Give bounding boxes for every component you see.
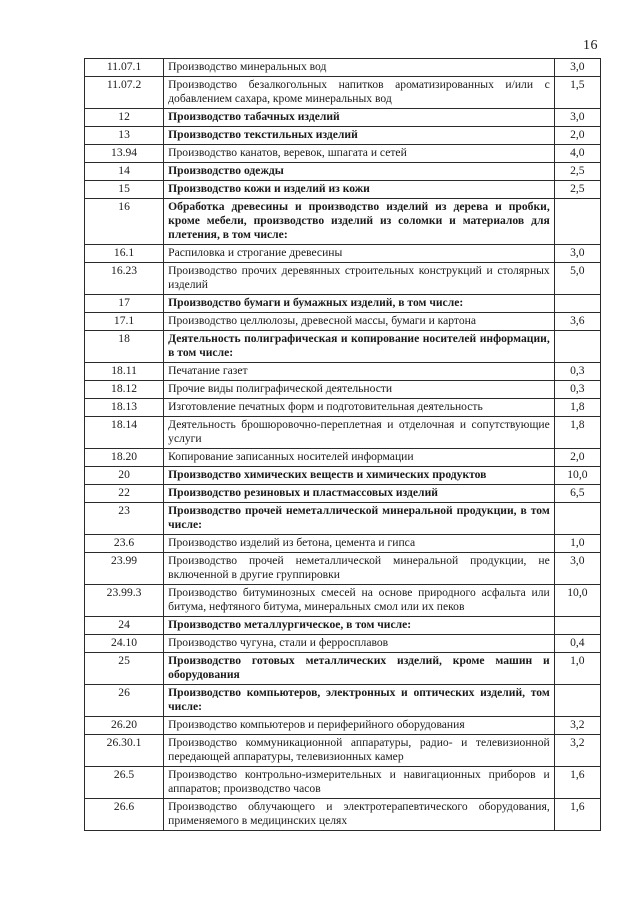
activity-code: 17 (85, 295, 164, 313)
activity-name: Производство безалкогольных напитков ароматизированных и/или с добавлением сахара, кроме минеральных вод (164, 77, 555, 109)
activity-code: 11.07.1 (85, 59, 164, 77)
rate-value: 1,6 (554, 799, 600, 831)
table-row (85, 799, 601, 831)
rate-value: 3,2 (554, 735, 600, 767)
activity-name: Производство канатов, веревок, шпагата и сетей (164, 145, 555, 163)
activity-name: Производство целлюлозы, древесной массы, бумаги и картона (164, 313, 555, 331)
rate-value: 10,0 (554, 585, 600, 617)
activity-name: Производство контрольно-измерительных и навигационных приборов и аппаратов; производство часов (164, 767, 555, 799)
activity-code: 18.14 (85, 417, 164, 449)
activity-name: Деятельность полиграфическая и копирование носителей информации, в том числе: (164, 331, 555, 363)
table-row (85, 767, 601, 799)
table-row (85, 553, 601, 585)
activity-code: 25 (85, 653, 164, 685)
table-row (85, 381, 601, 399)
activity-code: 16.23 (85, 263, 164, 295)
rate-value: 2,5 (554, 181, 600, 199)
activity-code: 20 (85, 467, 164, 485)
rate-value: 3,2 (554, 717, 600, 735)
table-row (85, 127, 601, 145)
rate-value: 2,0 (554, 449, 600, 467)
table-row (85, 717, 601, 735)
activity-code: 24 (85, 617, 164, 635)
activity-code: 23.99.3 (85, 585, 164, 617)
activity-name: Производство облучающего и электротерапевтического оборудования, применяемого в медицинских целях (164, 799, 555, 831)
activity-code: 13.94 (85, 145, 164, 163)
activity-code: 18.12 (85, 381, 164, 399)
activity-code: 16.1 (85, 245, 164, 263)
rate-value: 6,5 (554, 485, 600, 503)
activity-name: Производство чугуна, стали и ферросплавов (164, 635, 555, 653)
activity-code: 17.1 (85, 313, 164, 331)
rate-value (554, 685, 600, 717)
activity-code: 24.10 (85, 635, 164, 653)
activity-name: Производство табачных изделий (164, 109, 555, 127)
okved-rates-table (84, 58, 601, 831)
table-row (85, 145, 601, 163)
activity-code: 26 (85, 685, 164, 717)
table-row (85, 245, 601, 263)
rate-value (554, 617, 600, 635)
table-row (85, 59, 601, 77)
activity-name: Обработка древесины и производство изделий из дерева и пробки, кроме мебели, производство изделий из соломки и материалов для плетения, в том числе: (164, 199, 555, 245)
rate-value: 5,0 (554, 263, 600, 295)
activity-name: Производство минеральных вод (164, 59, 555, 77)
table-row (85, 363, 601, 381)
activity-code: 26.5 (85, 767, 164, 799)
rate-value (554, 503, 600, 535)
table-row (85, 485, 601, 503)
rate-value: 1,5 (554, 77, 600, 109)
rate-value: 1,6 (554, 767, 600, 799)
table-row (85, 635, 601, 653)
activity-code: 12 (85, 109, 164, 127)
activity-code: 23.99 (85, 553, 164, 585)
activity-code: 22 (85, 485, 164, 503)
activity-code: 23.6 (85, 535, 164, 553)
activity-name: Производство резиновых и пластмассовых изделий (164, 485, 555, 503)
okved-rates-table-body (85, 59, 601, 831)
rate-value (554, 199, 600, 245)
rate-value: 10,0 (554, 467, 600, 485)
activity-code: 16 (85, 199, 164, 245)
table-row (85, 685, 601, 717)
activity-name: Копирование записанных носителей информации (164, 449, 555, 467)
table-row (85, 449, 601, 467)
activity-code: 18.11 (85, 363, 164, 381)
activity-code: 26.30.1 (85, 735, 164, 767)
table-row (85, 735, 601, 767)
page-number: 16 (583, 38, 598, 53)
rate-value: 3,0 (554, 109, 600, 127)
table-row (85, 263, 601, 295)
activity-name: Производство прочей неметаллической минеральной продукции, не включенной в другие группировки (164, 553, 555, 585)
rate-value: 1,0 (554, 535, 600, 553)
table-row (85, 181, 601, 199)
table-row (85, 617, 601, 635)
rate-value: 0,3 (554, 381, 600, 399)
activity-name: Производство прочих деревянных строительных конструкций и столярных изделий (164, 263, 555, 295)
activity-name: Производство одежды (164, 163, 555, 181)
table-row (85, 535, 601, 553)
activity-name: Производство битуминозных смесей на основе природного асфальта или битума, нефтяного битума, минеральных смол или их пеков (164, 585, 555, 617)
table-row (85, 399, 601, 417)
rate-value: 2,5 (554, 163, 600, 181)
activity-code: 23 (85, 503, 164, 535)
rate-value: 0,4 (554, 635, 600, 653)
activity-name: Производство бумаги и бумажных изделий, в том числе: (164, 295, 555, 313)
activity-code: 13 (85, 127, 164, 145)
rate-value: 3,6 (554, 313, 600, 331)
activity-name: Деятельность брошюровочно-переплетная и отделочная и сопутствующие услуги (164, 417, 555, 449)
rate-value: 0,3 (554, 363, 600, 381)
activity-name: Производство кожи и изделий из кожи (164, 181, 555, 199)
rate-value: 2,0 (554, 127, 600, 145)
rate-value: 3,0 (554, 553, 600, 585)
rate-value (554, 331, 600, 363)
rate-value: 3,0 (554, 59, 600, 77)
table-row (85, 163, 601, 181)
activity-name: Прочие виды полиграфической деятельности (164, 381, 555, 399)
table-row (85, 417, 601, 449)
activity-name: Производство готовых металлических изделий, кроме машин и оборудования (164, 653, 555, 685)
activity-code: 26.6 (85, 799, 164, 831)
rate-value: 1,8 (554, 417, 600, 449)
activity-code: 11.07.2 (85, 77, 164, 109)
activity-code: 14 (85, 163, 164, 181)
activity-name: Производство изделий из бетона, цемента и гипса (164, 535, 555, 553)
table-row (85, 467, 601, 485)
activity-name: Производство прочей неметаллической минеральной продукции, в том числе: (164, 503, 555, 535)
rate-value: 3,0 (554, 245, 600, 263)
activity-name: Изготовление печатных форм и подготовительная деятельность (164, 399, 555, 417)
activity-code: 18.13 (85, 399, 164, 417)
rate-value: 1,8 (554, 399, 600, 417)
rate-value (554, 295, 600, 313)
activity-code: 18.20 (85, 449, 164, 467)
activity-name: Производство компьютеров, электронных и оптических изделий, том числе: (164, 685, 555, 717)
table-row (85, 313, 601, 331)
activity-name: Производство коммуникационной аппаратуры, радио- и телевизионной передающей аппаратуры, телевизионных камер (164, 735, 555, 767)
activity-name: Производство компьютеров и периферийного оборудования (164, 717, 555, 735)
rate-value: 4,0 (554, 145, 600, 163)
table-row (85, 109, 601, 127)
table-row (85, 503, 601, 535)
table-row (85, 77, 601, 109)
table-row (85, 585, 601, 617)
table-row (85, 295, 601, 313)
table-row (85, 653, 601, 685)
activity-code: 15 (85, 181, 164, 199)
activity-code: 18 (85, 331, 164, 363)
activity-name: Производство химических веществ и химических продуктов (164, 467, 555, 485)
rate-value: 1,0 (554, 653, 600, 685)
table-row (85, 199, 601, 245)
table-row (85, 331, 601, 363)
activity-name: Производство металлургическое, в том числе: (164, 617, 555, 635)
activity-name: Печатание газет (164, 363, 555, 381)
activity-name: Распиловка и строгание древесины (164, 245, 555, 263)
activity-name: Производство текстильных изделий (164, 127, 555, 145)
activity-code: 26.20 (85, 717, 164, 735)
